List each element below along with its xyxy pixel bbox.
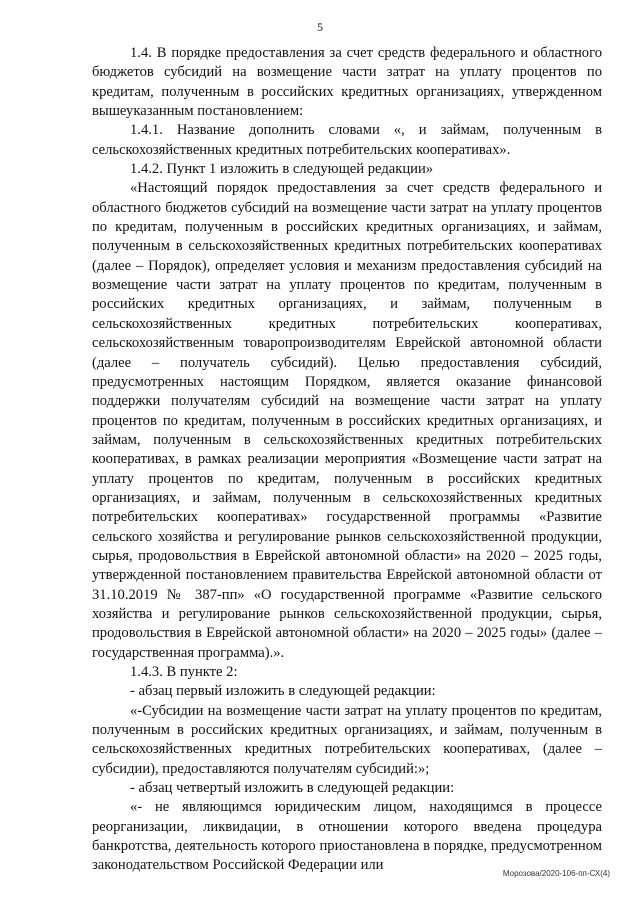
paragraph-1-4-1: 1.4.1. Название дополнить словами «, и займам, полученным в сельскохозяйственных кредитных потребительских кооперативах». [92,122,602,158]
paragraph-first-abzac-instruction: - абзац первый изложить в следующей редакции: [130,683,436,700]
document-reference-code: Морозова/2020-106-пп-СХ(4) [502,869,610,878]
paragraph-new-clause-1: «Настоящий порядок предоставления за счет средств федерального и областного бюджетов субсидий на возмещение части затрат на уплату процентов по кредитам, полученным в российских кредитных организациях, и займам, полученным в сельскохозяйственных кредитных потребительских кооперативах (далее – Порядок), определяет условия и механизм предоставления субсидий на возмещение части затрат на уплату процентов по кредитам, полученным в российских кредитных организациях, и займам, полученным в сельскохозяйственных кредитных потребительских кооперативах, сельскохозяйственным товаропроизводителям Еврейской автономной области (далее – получатель субсидий). Целью предоставления субсидий, предусмотренных настоящим Порядком, является оказание финансовой поддержки получателям субсидий на возмещение части затрат на уплату процентов по кредитам, полученным в российских кредитных организациях, и займам, полученным в сельскохозяйственных кредитных потребительских кооперативах, в рамках реализации мероприятия «Возмещение части затрат на уплату процентов по кредитам, полученным в российских кредитных организациях, и займам, полученным в сельскохозяйственных кредитных потребительских кооперативах» государственной программы «Развитие сельского хозяйства и регулирование рынков сельскохозяйственной продукции, сырья, продовольствия в Еврейской автономной области» на 2020 – 2025 годы, утвержденной постановлением правительства Еврейской автономной области от 31.10.2019 № 387-пп» «О государственной программе «Развитие сельского хозяйства и регулирование рынков сельскохозяйственной продукции, сырья, продовольствия в Еврейской автономной области» на 2020 – 2025 годы» (далее – государственная программа).». [92,180,602,661]
paragraph-fourth-abzac-text: «- не являющимся юридическим лицом, находящимся в процессе реорганизации, ликвидации, в отношении которого введена процедура банкротства, деятельность которого приостановлена в порядке, предусмотренном законодательством Российской Федерации или [92,799,602,874]
paragraph-1-4-3: 1.4.3. В пункте 2: [130,664,238,680]
document-body [92,44,602,876]
paragraph-fourth-abzac-instruction: - абзац четвертый изложить в следующей редакции: [130,780,455,797]
paragraph-1-4: 1.4. В порядке предоставления за счет средств федерального и областного бюджетов субсидий на возмещение части затрат на уплату процентов по кредитам, полученным в российских кредитных организациях, утвержденном вышеуказанным постановлением: [92,45,602,120]
paragraph-first-abzac-text: «-Субсидии на возмещение части затрат на уплату процентов по кредитам, полученным в российских кредитных организациях, и займам, полученным в сельскохозяйственных кредитных потребительских кооперативах, (далее – субсидии), предоставляются получателям субсидий:»; [92,702,602,777]
paragraph-1-4-2: 1.4.2. Пункт 1 изложить в следующей редакции» [130,161,434,178]
page-number: 5 [317,20,323,34]
